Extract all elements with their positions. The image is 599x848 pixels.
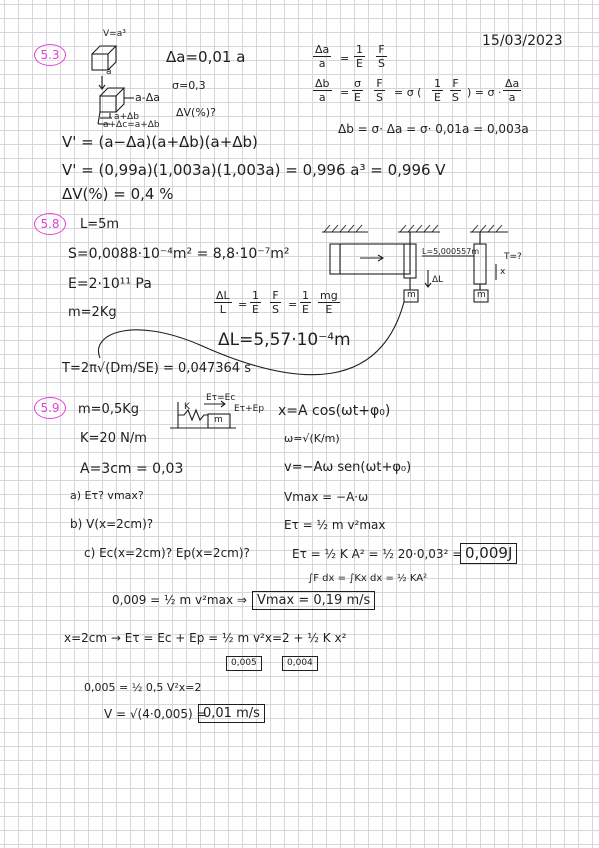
potential-part-box: 0,004 [282,656,318,671]
spring-k-label: K [184,402,190,412]
omega-equation: ω=√(K/m) [284,432,340,445]
energy-at-2cm: x=2cm → Eτ = Ec + Ep = ½ m v²x=2 + ½ K x² [64,631,347,645]
velocity-answer-box: 0,01 m/s [198,704,265,723]
question-c: c) Ec(x=2cm)? Ep(x=2cm)? [84,546,250,560]
volume-change-question: ΔV(%)? [176,106,216,119]
given-length: L=5m [80,217,120,232]
delta-b-line: Δb = σ· Δa = σ· 0,01a = 0,003a [338,122,529,136]
velocity-calc-2: V = √(4·0,005) = [104,707,207,721]
volume-change-result: ΔV(%) = 0,4 % [62,185,174,203]
frac-f-s-3: $\frac{F}{S}$ [452,77,459,104]
question-b: b) V(x=2cm)? [70,517,154,531]
frac-da-a-2: $\frac{\Delta a}{a}$ [505,77,520,104]
deform-a-plus-b: a+Δb [114,112,139,122]
velocity-calc-1: 0,005 = ½ 0,5 V²x=2 [84,681,202,694]
integral-equation: ∫F dx = ∫Kx dx = ½ KA² [308,573,428,584]
frac-da-a: $\frac{\Delta a}{a}$ [315,43,330,70]
given-mass: m=2Kg [68,305,117,320]
date: 15/03/2023 [482,33,563,49]
frac-1-e-3: $\frac{1}{E}$ [252,289,259,316]
frac-f-s: $\frac{F}{S}$ [378,43,385,70]
given-amplitude: A=3cm = 0,03 [80,461,184,477]
figure-mass-59: m [214,415,223,425]
figure-x: x [500,267,506,277]
frac-sigma-e: $\frac{\sigma}{E}$ [354,77,361,104]
problem-number-5-3: 5.3 [34,44,66,66]
frac-1-e-2: $\frac{1}{E}$ [434,77,441,104]
figure-et-ec: Eτ=Ec [206,393,236,403]
kinetic-part-box: 0,005 [226,656,262,671]
given-young-modulus: E=2·10¹¹ Pa [68,276,152,292]
problem-number-5-9: 5.9 [34,397,66,419]
delta-a-given: Δa=0,01 a [166,48,246,66]
position-equation: x=A cos(ωt+φ₀) [278,403,391,419]
velocity-equation: v=−Aω sen(ωt+φ₀) [284,460,412,475]
frac-f-s-2: $\frac{F}{S}$ [376,77,383,104]
given-area: S=0,0088·10⁻⁴m² = 8,8·10⁻⁷m² [68,246,290,262]
cube-edge-label: a [106,67,112,77]
problem-number-5-8: 5.8 [34,213,66,235]
given-k: K=20 N/m [80,431,147,446]
equals-sign-3: = [238,298,248,311]
equals-sign-4: = [288,298,298,311]
equals-sign-1: = [340,52,350,65]
potential-energy-equation: Eτ = ½ K A² = ½ 20·0,03² = [292,547,463,561]
question-a: a) Eτ? vmax? [70,489,144,502]
figure-period-question: T=? [504,252,522,262]
equals-sign-2: = [340,86,350,99]
energy-answer-box: 0,009J [460,543,517,564]
figure-mass-1: m [407,290,416,300]
figure-length: L=5,000557m [422,247,480,256]
vmax-answer-box: Vmax = 0,19 m/s [252,591,375,610]
total-energy-equation: Eτ = ½ m v²max [284,518,386,532]
vmax-calculation: 0,009 = ½ m v²max ⇒ [112,593,247,607]
volume-label: V=a³ [103,29,126,39]
poisson-ratio: σ=0,3 [172,79,206,92]
period-result: T=2π√(Dm/SE) = 0,047364 s [62,361,251,376]
deform-a-plus-c: a+Δc=a+Δb [103,120,160,130]
vmax-equation: Vmax = −A·ω [284,490,369,504]
frac-1-e: $\frac{1}{E}$ [356,43,363,70]
figure-delta-l: ΔL [432,275,444,285]
figure-et-ep: Eτ+Ep [234,404,265,414]
frac-mg-e: $\frac{mg}{E}$ [320,289,338,316]
vprime-line-1: V' = (a−Δa)(a+Δb)(a+Δb) [62,133,258,151]
elongation-result: ΔL=5,57·10⁻⁴m [218,330,351,350]
deform-a-minus: a-Δa [135,91,160,104]
eq2-part-a: = σ ( [394,86,422,99]
figure-mass-2: m [477,290,486,300]
frac-1-e-4: $\frac{1}{E}$ [302,289,309,316]
eq2-part-b: ) = σ · [467,86,502,99]
vprime-line-2: V' = (0,99a)(1,003a)(1,003a) = 0,996 a³ = 0,996 V [62,161,446,179]
given-mass-59: m=0,5Kg [78,402,140,417]
frac-dl-l: $\frac{\Delta L}{L}$ [216,289,230,316]
frac-db-a: $\frac{\Delta b}{a}$ [315,77,330,104]
frac-f-s-4: $\frac{F}{S}$ [272,289,279,316]
